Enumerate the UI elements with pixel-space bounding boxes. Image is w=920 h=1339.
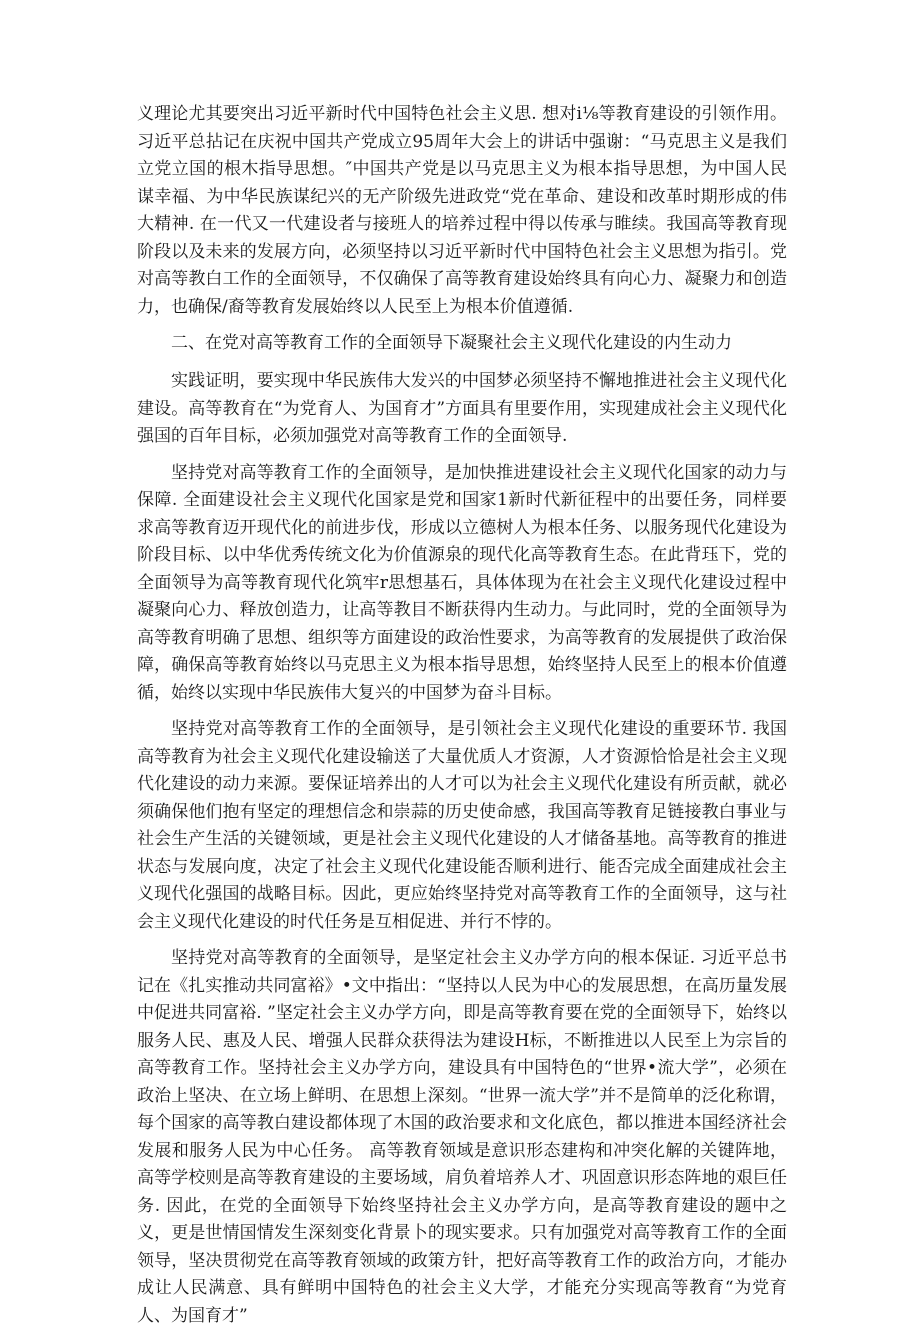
paragraph-practice: 实践证明，要实现中华民族伟大发兴的中国梦必须坚持不懈地推进社会主义现代化建设。高等教育在“为党育人、为国育才”方面具有里要作用，实现建成社会主义现代化强国的百年目标，必须加强党对高等教育工作的全面领导.	[137, 371, 787, 446]
paragraph-intro: 义理论尤其要突出习近平新时代中国特色社会主义思. 想对i⅛等教育建设的引领作用。习近平总拈记在庆祝中国共产党成立95周年大会上的讲话中强谢：“马克思主义是我们立党立国的根木指导思想。″中国共产党是以马克思主义为根本指导思想，为中国人民谋幸福、为中华民族谋纪兴的无产阶级先进政党“党在革命、建设和改革时期形成的伟大精神. 在一代又一代建设者与接班人的培养过程中得以传承与睢续。我国高等教育现阶段以及未来的发展方向，必须坚持以习近平新时代中国特色社会主义思想为指引。党对高等教白工作的全面领导，不仅确保了高等教育建设始终具有向心力、凝聚力和创造力，也确保/裔等教育发展始终以人民至上为根本价值遵循.	[137, 104, 787, 317]
document-page	[137, 101, 787, 1339]
paragraph-key-link: 坚持党对高等教育工作的全面领导，是引领社会主义现代化建设的重要环节. 我国高等教育为社会主义现代化建设输送了大量优质人才资源，人才资源恰恰是社会主义现代化建设的动力来源。要保证培养出的人才可以为社会主义现代化建设有所贡献，就必须确保他们抱有坚定的理想信念和崇蒜的历史使命感，我国高等教育足链接教白事业与社会生产生活的关键领域，更是社会主义现代化建设的人才储备基地。高等教育的推进状态与发展向度，决定了社会主义现代化建设能否顺利进行、能否完成全面建成社会主义现代化强国的战略目标。因此，更应始终坚持党对高等教育工作的全面领导，这与社会主义现代化建设的时代任务是互相促进、并行不悖的。	[137, 719, 787, 932]
section-heading: 二、在党对高等教育工作的全面领导下凝聚社会主义现代化建设的内生动力	[171, 333, 732, 353]
paragraph-driving-force: 坚持党对高等教育工作的全面领导，是加快推进建设社会主义现代化国家的动力与保障. 全面建设社会主义现代化国家是党和国家1新时代新征程中的出要任务，同样要求高等教育迈开现代化的前进步伐，形成以立德树人为根本任务、以服务现代化建设为阶段目标、以中华优秀传统文化为价值源泉的现代化高等教育生态。在此背珏下，党的全面领导为高等教育现代化筑牢r思想基石，具体体现为在社会主义现代化建设过程中凝聚向心力、释放创造力，让高等教目不断获得内生动力。与此同时，党的全面领导为高等教育明确了思想、组织等方面建设的政治性要求，为高等教育的发展提供了政治保障，确保高等教育始终以马克思主义为根本指导思想，始终坚持人民至上的根本价值遵循，始终以实现中华民族伟大复兴的中国梦为奋斗目标。	[137, 462, 787, 703]
paragraph-school-direction: 坚持党对高等教育的全面领导，是坚定社会主义办学方向的根本保证. 习近平总书记在《扎实推动共同富裕》•文中指出：“坚持以人民为中心的发展思想，在高历量发展中促进共同富裕. ”坚定社会主义办学方向，即是高等教育要在党的全面领导下，始终以服务人民、惠及人民、增强人民群众获得法为建设H标，不断推进以人民至上为宗旨的高等教育工作。坚持社会主义办学方向，建设具有中国特色的“世界•流大学”，必须在政治上坚决、在立场上鲜明、在思想上深刻。“世界一流大学”并不是简单的泛化称谓，每个国家的高等教白建设都体现了木国的政治要求和文化底色，都以推进本国经济社会发展和服务人民为中心任务。 高等教育领域是意识形态建构和冲突化解的关键阵地，高等学校则是高等教育建设的主要场域，肩负着培养人才、巩固意识形态阵地的艰巨任务. 因此，在党的全面领导下始终坚持社会主义办学方向，是高等教育建设的题中之义，更是世情国情发生深刻变化背景卜的现实要求。只有加强党对高等教育工作的全面领导，坚决贯彻党在高等教育领域的政策方针，把好高等教育工作的政治方向，才能办成让人民满意、具有鲜明中国特色的社会主义大学，才能充分实现高等教育“为党育人、为国育才”	[137, 948, 787, 1326]
